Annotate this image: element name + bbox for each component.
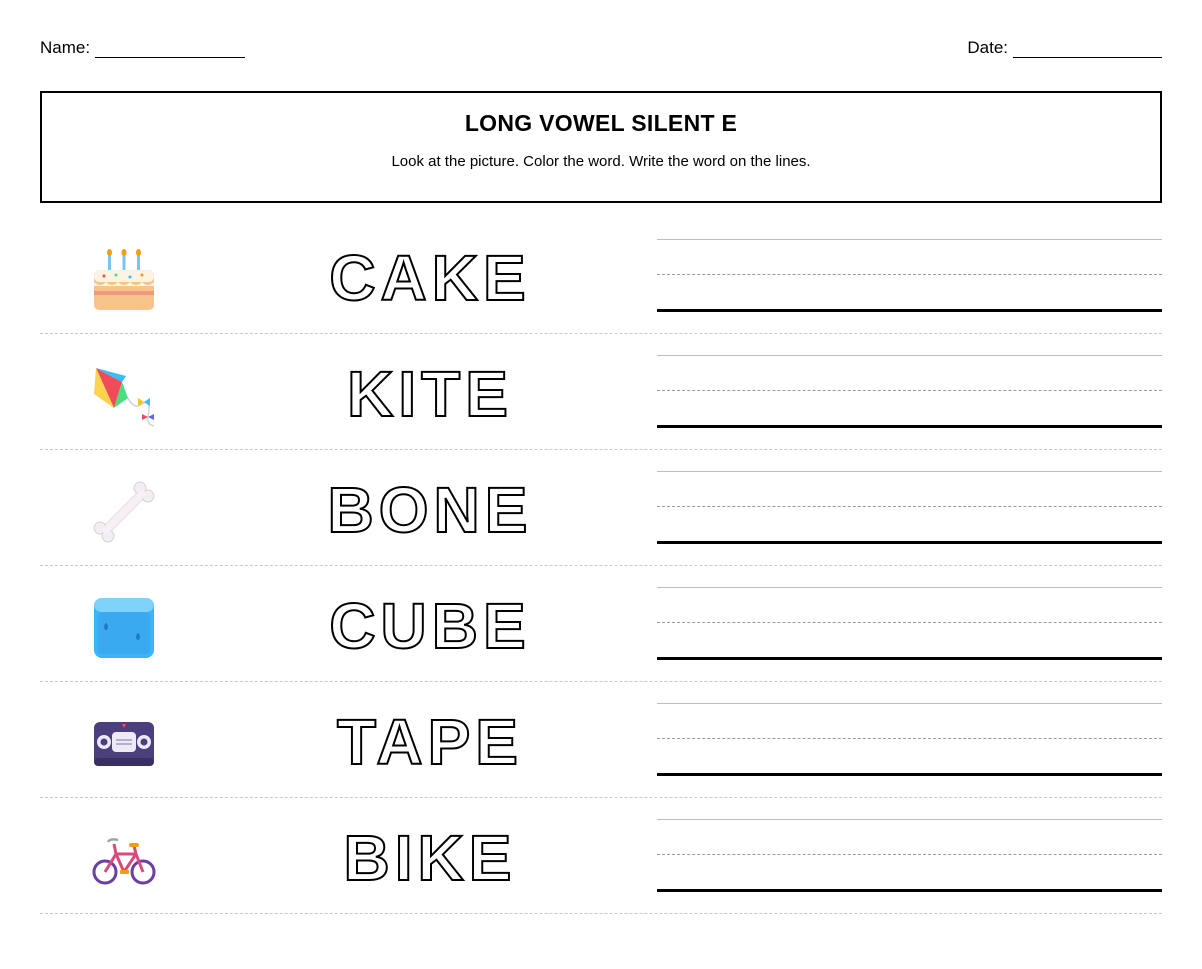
outline-word[interactable]: CAKE <box>329 242 531 314</box>
handwriting-base-line <box>657 889 1162 892</box>
outline-word[interactable]: BONE <box>327 474 533 546</box>
handwriting-lines[interactable] <box>657 587 1162 659</box>
outline-word[interactable]: BIKE <box>343 822 517 894</box>
ice-cube-icon <box>92 596 156 660</box>
outline-word[interactable]: CUBE <box>329 590 531 662</box>
handwriting-top-line <box>657 239 1162 240</box>
handwriting-top-line <box>657 819 1162 820</box>
name-blank-line[interactable] <box>95 41 245 58</box>
birthday-cake-icon <box>92 248 156 312</box>
handwriting-base-line <box>657 425 1162 428</box>
handwriting-mid-line <box>657 854 1162 855</box>
date-label: Date: <box>967 38 1008 57</box>
handwriting-lines[interactable] <box>657 239 1162 311</box>
name-label: Name: <box>40 38 91 57</box>
handwriting-base-line <box>657 773 1162 776</box>
word-row-tape <box>40 682 1162 798</box>
cassette-tape-icon <box>92 712 156 776</box>
header-row <box>40 38 1162 62</box>
handwriting-lines[interactable] <box>657 703 1162 775</box>
handwriting-top-line <box>657 471 1162 472</box>
handwriting-base-line <box>657 541 1162 544</box>
word-row-cake <box>40 218 1162 334</box>
date-field <box>967 38 1162 58</box>
word-row-bike <box>40 798 1162 914</box>
worksheet-title: LONG VOWEL SILENT E <box>464 110 738 136</box>
handwriting-mid-line <box>657 738 1162 739</box>
word-rows <box>40 218 1162 914</box>
outline-word[interactable]: TAPE <box>337 706 523 778</box>
name-field <box>40 38 245 58</box>
date-blank-line[interactable] <box>1013 41 1162 58</box>
handwriting-base-line <box>657 309 1162 312</box>
title-box <box>40 91 1162 203</box>
instructions-text: Look at the picture. Color the word. Write the word on the lines. <box>391 153 811 170</box>
handwriting-base-line <box>657 657 1162 660</box>
word-row-cube <box>40 566 1162 682</box>
handwriting-lines[interactable] <box>657 355 1162 427</box>
bone-icon <box>92 480 156 544</box>
handwriting-top-line <box>657 355 1162 356</box>
word-row-kite <box>40 334 1162 450</box>
handwriting-mid-line <box>657 506 1162 507</box>
handwriting-mid-line <box>657 390 1162 391</box>
bicycle-icon <box>92 828 156 892</box>
outline-word[interactable]: KITE <box>347 358 513 430</box>
handwriting-top-line <box>657 587 1162 588</box>
handwriting-mid-line <box>657 622 1162 623</box>
word-row-bone <box>40 450 1162 566</box>
handwriting-lines[interactable] <box>657 819 1162 891</box>
handwriting-top-line <box>657 703 1162 704</box>
handwriting-lines[interactable] <box>657 471 1162 543</box>
handwriting-mid-line <box>657 274 1162 275</box>
kite-icon <box>92 364 156 428</box>
